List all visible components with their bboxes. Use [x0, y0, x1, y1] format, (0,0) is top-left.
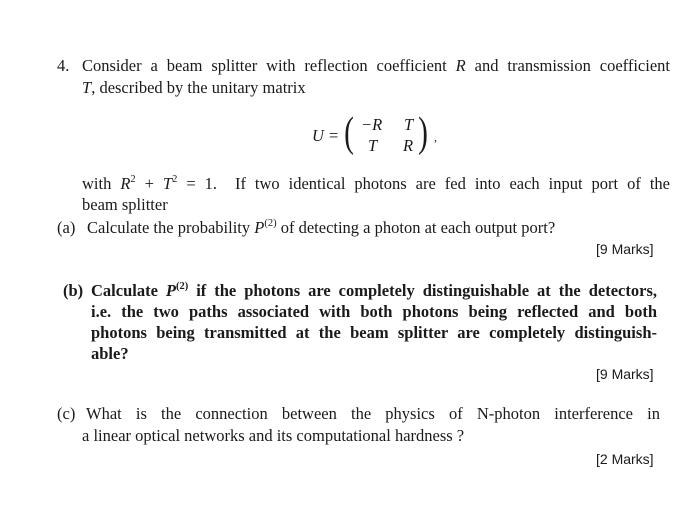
matrix-r2c1: T: [368, 136, 378, 155]
part-b-line-4: able?: [91, 344, 129, 363]
part-c-line-1: What is the connection between the physics of N-photon interference in: [86, 404, 660, 423]
part-c-label: (c): [57, 404, 76, 423]
question-intro-line-2: T, described by the unitary matrix: [82, 78, 306, 97]
matrix-r1c1: −R: [361, 115, 383, 134]
matrix-r2c2: R: [403, 136, 414, 155]
question-number: 4.: [57, 56, 70, 75]
question-condition-line-1: with $R^2 + T^2 = 1$. If two identical photons are fed into each input port of the: [82, 173, 670, 193]
part-b-line-3: photons being transmitted at the beam splitter are completely distinguish-: [91, 323, 657, 342]
part-c-line-2: a linear optical networks and its computational hardness ?: [82, 426, 465, 445]
part-a-marks: [9 Marks]: [596, 241, 654, 257]
matrix-r1c2: T: [404, 115, 414, 134]
matrix-trailing-comma: ,: [434, 130, 437, 144]
matrix-left-paren: (: [344, 110, 354, 156]
matrix-equals: =: [329, 126, 339, 145]
matrix-right-paren: ): [418, 110, 428, 156]
part-b-marks: [9 Marks]: [596, 366, 654, 382]
question-intro-line-1: Consider a beam splitter with reflection coefficient R and transmission coefficient: [82, 56, 670, 75]
part-b-line-2: i.e. the two paths associated with both photons being reflected and both: [91, 302, 657, 321]
part-b-line-1: Calculate $P^{(2)}$ if the photons are completely distinguishable at the detectors,: [91, 280, 657, 300]
question-condition-line-2: beam splitter: [82, 195, 168, 214]
part-b-label: (b): [63, 281, 84, 300]
part-a-text: Calculate the probability $P^{(2)}$ of detecting a photon at each output port?: [87, 217, 556, 237]
part-c-marks: [2 Marks]: [596, 451, 654, 467]
matrix-lhs: U: [312, 126, 324, 145]
unitary-matrix: [312, 112, 452, 162]
part-a-label: (a): [57, 218, 76, 237]
